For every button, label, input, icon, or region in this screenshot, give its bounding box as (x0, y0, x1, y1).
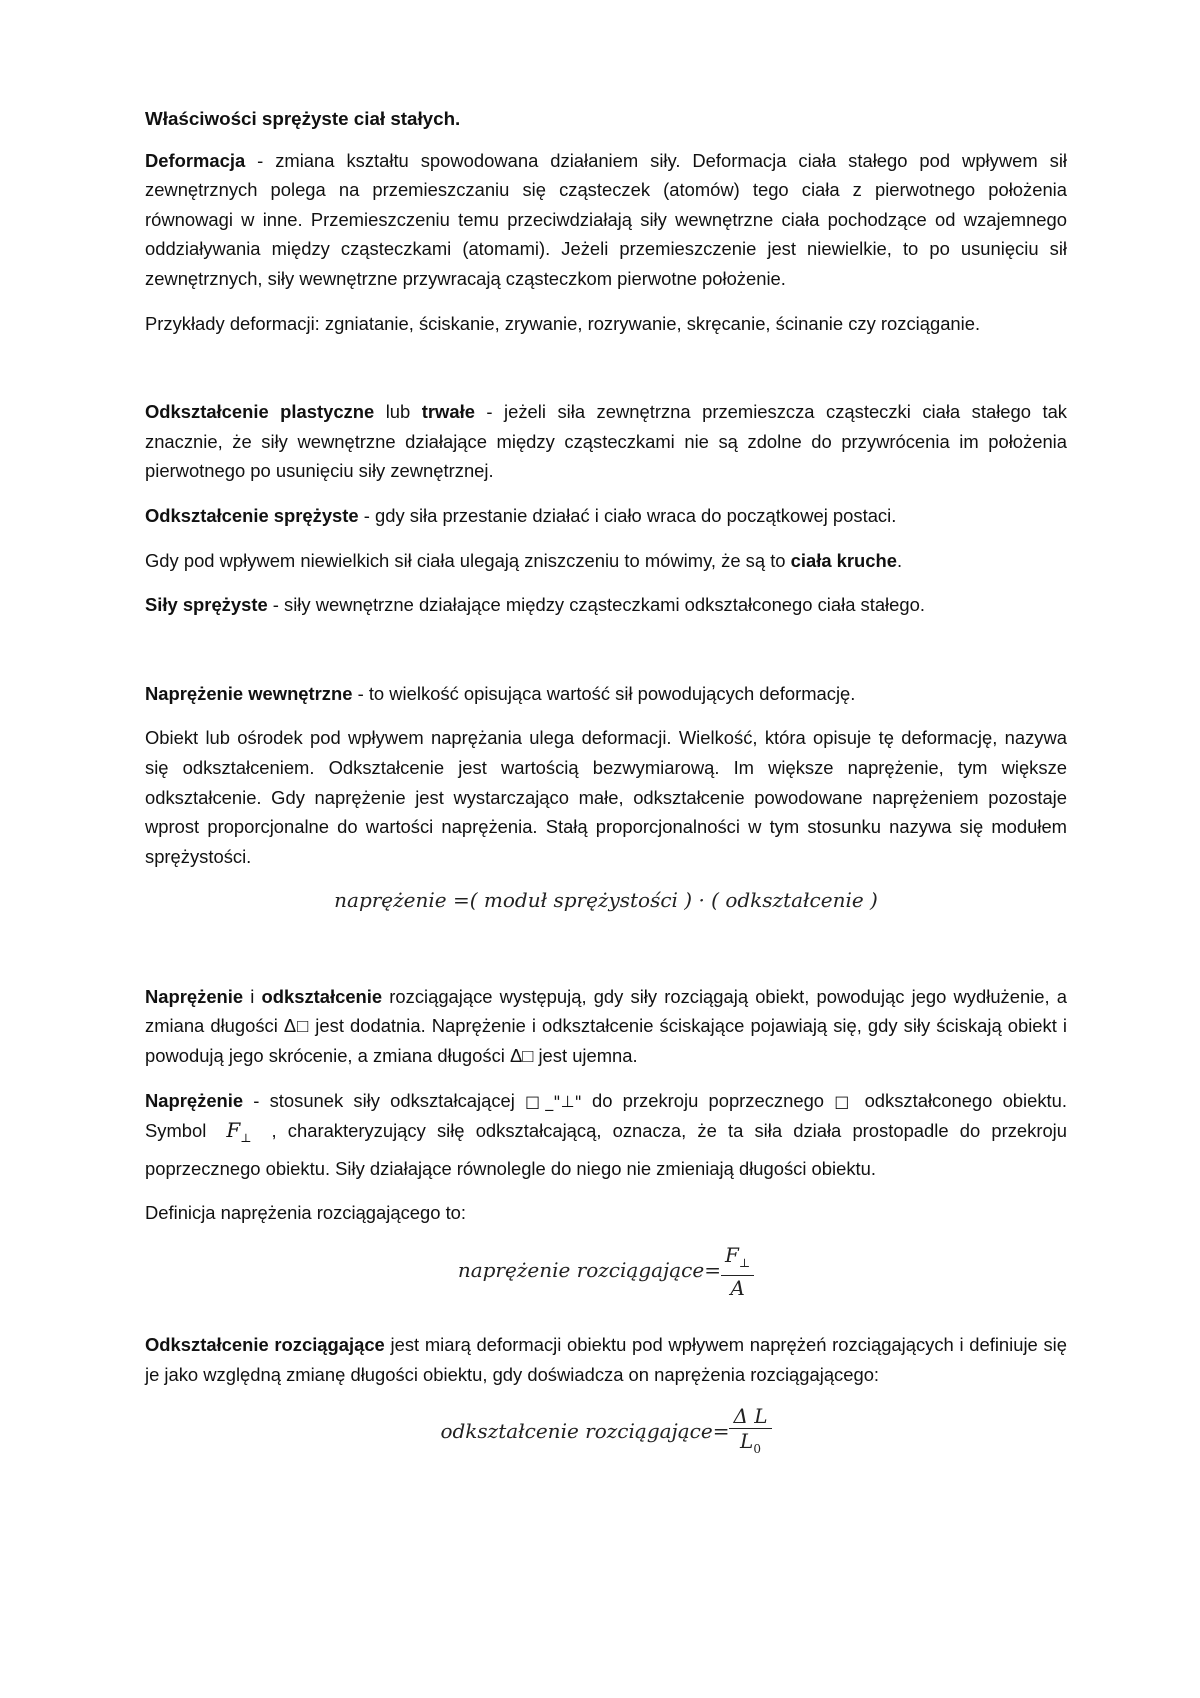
paragraph-deformacja: Deformacja - zmiana kształtu spowodowana działaniem siły. Deformacja ciała stałego pod wpływem sił zewnętrznych polega na przemieszczaniu się cząsteczek (atomów) tego ciała z pierwotnego położenia równowagi w inne. Przemieszczeniu temu przeciwdziałają siły wewnętrzne ciała pochodzące od wzajemnego oddziaływania między cząsteczkami (atomami). Jeżeli przemieszczenie jest niewielkie, to po usunięciu sił zewnętrznych, siły wewnętrzne przywracają cząsteczkom pierwotne położenie. (145, 149, 1067, 289)
formula-odksztalcenie-rozciagajace (145, 1404, 1067, 1461)
symbol-f-perp: $F_\perp$ (226, 1118, 252, 1146)
term-trwale: trwałe (421, 401, 475, 423)
missing-glyph-a: □ (834, 1091, 855, 1111)
formula3-fraction (729, 1404, 771, 1461)
paragraph-sily-sprezyste: Siły sprężyste - siły wewnętrzne działające między cząsteczkami odkształconego ciała stałego. (145, 594, 925, 616)
formula2-fraction (721, 1243, 754, 1300)
term-odksztalcenie: odkształcenie (261, 985, 383, 1007)
formula2-lhs: naprężenie rozciągające (457, 1258, 705, 1283)
term-sily-sprezyste: Siły sprężyste (145, 594, 268, 616)
formula3-denominator: $L_0$ (740, 1429, 761, 1457)
term-ciala-kruche: ciała kruche (790, 549, 897, 571)
paragraph-odksztalcenie-rozciagajace: Odkształcenie rozciągające jest miarą deformacji obiektu pod wpływem naprężeń rozciągających i definiuje się je jako względną zmianę długości obiektu, gdy doświadcza on naprężenia rozciągającego: (145, 1334, 1067, 1385)
paragraph-rozciaganie-sciskanie: Naprężenie i odkształcenie rozciągające występują, gdy siły rozciągają obiekt, powodując jego wydłużenie, a zmiana długości Δ□ jest dodatnia. Naprężenie i odkształcenie ściskające pojawiają się, gdy siły ściskają obiekt i powodują jego skrócenie, a zmiana długości Δ□ jest ujemna. (145, 985, 1067, 1067)
formula2-denominator: A (730, 1276, 745, 1301)
formula-naprezenie-rozciagajace (145, 1243, 1067, 1300)
term-naprezenie: Naprężenie (145, 985, 244, 1007)
missing-glyph-f-perp: □_"⊥" (525, 1091, 582, 1111)
spacer (145, 353, 1067, 397)
formula3-numerator: Δ L (729, 1404, 771, 1429)
paragraph-modul-sprezystosci: Obiekt lub ośrodek pod wpływem naprężania ulega deformacji. Wielkość, która opisuje tę deformację, nazywa się odkształceniem. Odkształcenie jest wartością bezwymiarową. Im większe naprężenie, tym większe odkształcenie. Gdy naprężenie jest wystarczająco małe, odkształcenie powodowane naprężeniem pozostaje wprost proporcjonalne do wartości naprężenia. Stałą proporcjonalności w tym stosunku nazywa się modułem sprężystości. (145, 727, 1067, 867)
formula2-eq: = (704, 1258, 721, 1283)
paragraph-odksztalcenie-plastyczne: Odkształcenie plastyczne lub trwałe - jeżeli siła zewnętrzna przemieszcza cząsteczki ciała stałego tak znacznie, że siły wewnętrzne działające między cząsteczkami nie są zdolne do przywrócenia im położenia pierwotnego po usunięciu siły zewnętrznej. (145, 401, 1067, 482)
spacer (145, 946, 1067, 982)
spacer (145, 635, 1067, 679)
formula3-eq: = (712, 1419, 730, 1444)
formula3-lhs: odkształcenie rozciągające (440, 1419, 713, 1444)
paragraph-ciala-kruche: Gdy pod wpływem niewielkich sił ciała ulegają zniszczeniu to mówimy, że są to ciała kruche. (145, 549, 903, 571)
term-deformacja: Deformacja (145, 149, 246, 171)
formula-naprezenie-modul: naprężenie =( moduł sprężystości ) · ( odkształcenie ) (334, 888, 878, 913)
paragraph-naprezenie-wewnetrzne: Naprężenie wewnętrzne - to wielkość opisująca wartość sił powodujących deformację. (145, 682, 856, 704)
term-naprezenie-def: Naprężenie (145, 1089, 244, 1111)
paragraph-przyklady: Przykłady deformacji: zgniatanie, ściskanie, zrywanie, rozrywanie, skręcanie, ścinanie czy rozciąganie. (145, 312, 981, 334)
term-odksztalcenie-plastyczne: Odkształcenie plastyczne (145, 401, 375, 423)
formula2-numerator: $F_\perp$ (721, 1243, 754, 1276)
page-title: Właściwości sprężyste ciał stałych. (145, 108, 461, 129)
paragraph-odksztalcenie-sprezyste: Odkształcenie sprężyste - gdy siła przestanie działać i ciało wraca do początkowej postaci. (145, 504, 897, 526)
term-odksztalcenie-rozciagajace: Odkształcenie rozciągające (145, 1334, 385, 1356)
paragraph-definicja-naprezenia: Definicja naprężenia rozciągającego to: (145, 1202, 467, 1224)
paragraph-naprezenie-definicja: Naprężenie - stosunek siły odkształcającej □_"⊥" do przekroju poprzecznego □ odkształconego obiektu. Symbol $F_\perp$ , charakteryzujący siłę odkształcającą, oznacza, że ta siła działa prostopadle do przekroju poprzecznego obiektu. Siły działające równolegle do niego nie zmieniają długości obiektu. (145, 1089, 1067, 1179)
term-odksztalcenie-sprezyste: Odkształcenie sprężyste (145, 504, 359, 526)
term-naprezenie-wewnetrzne: Naprężenie wewnętrzne (145, 682, 353, 704)
